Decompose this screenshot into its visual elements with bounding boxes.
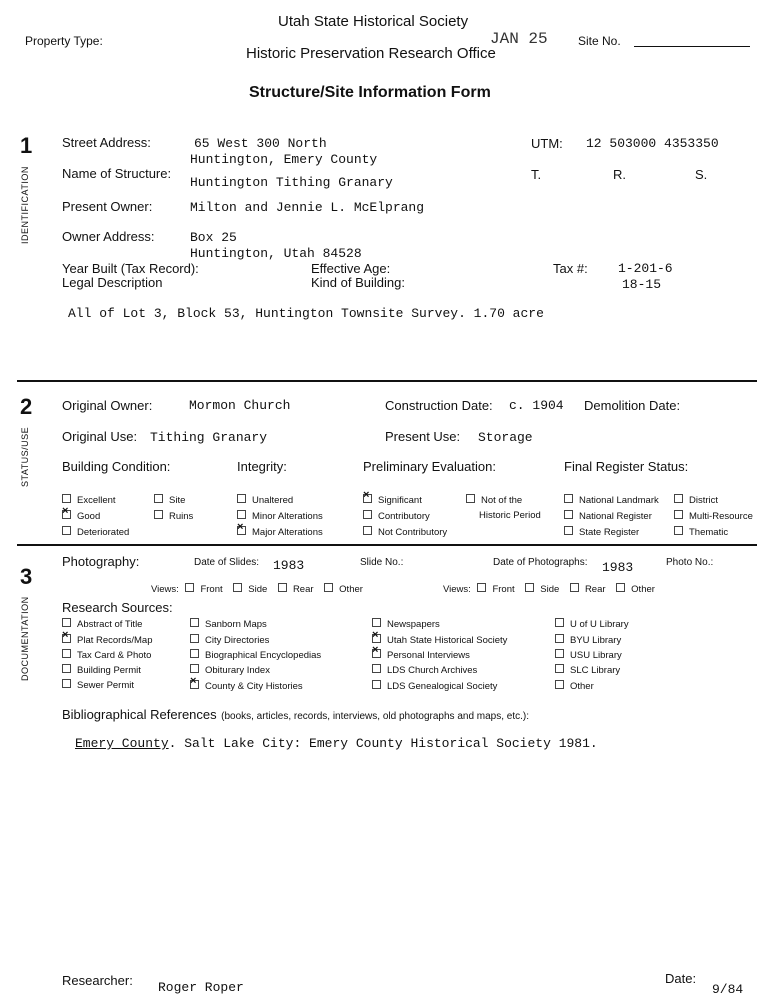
photo-no-label: Photo No.:	[666, 557, 714, 568]
section-label: S.	[695, 167, 708, 182]
checkbox-checked[interactable]	[62, 510, 71, 519]
source-tax-card[interactable]: Tax Card & Photo	[62, 649, 151, 661]
source-other[interactable]: Other	[555, 680, 594, 692]
township-label: T.	[531, 167, 542, 182]
legal-description-label: Legal Description	[62, 275, 163, 290]
checkbox[interactable]	[555, 649, 564, 658]
date-slides-label: Date of Slides:	[194, 557, 260, 568]
building-condition-label: Building Condition:	[62, 459, 171, 474]
form-title: Structure/Site Information Form	[249, 84, 491, 101]
prelim-not-contributory[interactable]: Not Contributory	[363, 526, 447, 538]
date-photos: 1983	[602, 560, 634, 575]
present-owner-label: Present Owner:	[62, 199, 153, 214]
section-divider-2	[17, 544, 757, 546]
society-name: Utah State Historical Society	[278, 13, 469, 30]
checkbox[interactable]	[564, 526, 573, 535]
checkbox[interactable]	[190, 664, 199, 673]
source-lds-genealogical[interactable]: LDS Genealogical Society	[372, 680, 497, 692]
checkbox[interactable]	[555, 618, 564, 627]
owner-address-label: Owner Address:	[62, 229, 155, 244]
prelim-historic-period: Historic Period	[479, 510, 541, 521]
prelim-contributory[interactable]: Contributory	[363, 510, 430, 522]
street-address-label: Street Address:	[62, 135, 151, 150]
construction-date: c. 1904	[509, 398, 564, 413]
checkbox-checked[interactable]	[372, 649, 381, 658]
section-1-number: 1	[20, 133, 33, 158]
checkbox[interactable]	[564, 510, 573, 519]
researcher-label: Researcher:	[62, 973, 133, 988]
checkbox[interactable]	[570, 583, 579, 592]
section-3-number: 3	[20, 564, 33, 589]
source-lds-archives[interactable]: LDS Church Archives	[372, 664, 477, 676]
source-obituary[interactable]: Obiturary Index	[190, 664, 270, 676]
final-thematic[interactable]: Thematic	[674, 526, 728, 538]
checkbox[interactable]	[674, 526, 683, 535]
checkbox-checked[interactable]	[190, 680, 199, 689]
source-plat-records[interactable]: ×Plat Records/Map	[62, 634, 153, 646]
checkbox-checked[interactable]	[237, 526, 246, 535]
checkbox[interactable]	[62, 664, 71, 673]
source-interviews[interactable]: ×Personal Interviews	[372, 649, 470, 661]
bibliography-entry	[75, 736, 598, 751]
checkbox[interactable]	[190, 649, 199, 658]
checkbox[interactable]	[185, 583, 194, 592]
original-owner-label: Original Owner:	[62, 398, 153, 413]
checkbox[interactable]	[324, 583, 333, 592]
checkbox[interactable]	[233, 583, 242, 592]
original-use: Tithing Granary	[150, 430, 268, 445]
checkbox[interactable]	[62, 526, 71, 535]
condition-excellent[interactable]: Excellent	[62, 494, 116, 506]
slide-views: Views: Front Side Rear Other	[151, 584, 363, 595]
research-sources-label: Research Sources:	[62, 600, 173, 615]
checkbox[interactable]	[674, 494, 683, 503]
utm-value: 12 503000 4353350	[586, 136, 719, 151]
checkbox[interactable]	[372, 618, 381, 627]
checkbox-checked[interactable]	[372, 634, 381, 643]
checkbox[interactable]	[62, 618, 71, 627]
condition-deteriorated[interactable]: Deteriorated	[62, 526, 129, 538]
owner-address-line2: Huntington, Utah 84528	[190, 246, 362, 261]
integrity-label: Integrity:	[237, 459, 287, 474]
owner-address-line1: Box 25	[190, 230, 237, 245]
source-building-permit[interactable]: Building Permit	[62, 664, 141, 676]
condition-good[interactable]: ×Good	[62, 510, 100, 522]
section-2-number: 2	[20, 394, 33, 419]
effective-age-label: Effective Age:	[311, 261, 391, 276]
checkbox[interactable]	[62, 679, 71, 688]
kind-of-building-label: Kind of Building:	[311, 275, 405, 290]
bibliography-heading: Bibliographical References (books, articles, records, interviews, old photographs and maps, etc.):	[62, 707, 530, 722]
demolition-date-label: Demolition Date:	[584, 398, 681, 413]
checkbox-checked[interactable]	[62, 634, 71, 643]
source-sewer-permit[interactable]: Sewer Permit	[62, 679, 134, 691]
section-1-side-label: IDENTIFICATION	[20, 166, 30, 244]
prelim-significant[interactable]: ×Significant	[363, 494, 422, 506]
final-register-label: Final Register Status:	[564, 459, 689, 474]
office-name: Historic Preservation Research Office	[246, 45, 496, 62]
source-city-directories[interactable]: City Directories	[190, 634, 269, 646]
source-sanborn-maps[interactable]: Sanborn Maps	[190, 618, 267, 630]
section-divider-1	[17, 380, 757, 382]
street-address-line1: 65 West 300 North	[194, 136, 327, 151]
bibliography-rest: . Salt Lake City: Emery County Historical Society 1981.	[168, 736, 598, 751]
source-biographical[interactable]: Biographical Encyclopedias	[190, 649, 321, 661]
tax-label: Tax #:	[553, 261, 588, 276]
checkbox[interactable]	[237, 494, 246, 503]
checkbox[interactable]	[616, 583, 625, 592]
section-3-side-label: DOCUMENTATION	[20, 596, 30, 681]
year-built-label: Year Built (Tax Record):	[62, 261, 199, 276]
integrity-major[interactable]: ×Major Alterations	[237, 526, 323, 538]
checkbox[interactable]	[363, 526, 372, 535]
prelim-not-historic[interactable]: Not of the	[466, 494, 522, 506]
checkbox[interactable]	[466, 494, 475, 503]
street-address-line2: Huntington, Emery County	[190, 152, 378, 167]
bibliography-title: Emery County	[75, 736, 169, 751]
source-u-of-u[interactable]: U of U Library	[555, 618, 629, 630]
checkbox[interactable]	[154, 510, 163, 519]
final-national-landmark[interactable]: National Landmark	[564, 494, 659, 506]
tax-value-2: 18-15	[622, 277, 662, 292]
received-stamp: JAN 25	[490, 30, 548, 48]
checkbox[interactable]	[363, 510, 372, 519]
condition-site[interactable]: Site	[154, 494, 185, 506]
structure-name: Huntington Tithing Granary	[190, 175, 393, 190]
original-use-label: Original Use:	[62, 429, 138, 444]
checkbox[interactable]	[190, 618, 199, 627]
photo-views: Views: Front Side Rear Other	[443, 584, 655, 595]
original-owner: Mormon Church	[189, 398, 291, 413]
checkbox[interactable]	[154, 494, 163, 503]
source-ushs[interactable]: ×Utah State Historical Society	[372, 634, 507, 646]
construction-date-label: Construction Date:	[385, 398, 493, 413]
source-usu[interactable]: USU Library	[555, 649, 622, 661]
source-slc[interactable]: SLC Library	[555, 664, 620, 676]
checkbox[interactable]	[555, 680, 564, 689]
present-use: Storage	[478, 430, 533, 445]
tax-value-1: 1-201-6	[618, 261, 673, 276]
checkbox[interactable]	[555, 664, 564, 673]
section-2-side-label: STATUS/USE	[20, 426, 30, 487]
source-newspapers[interactable]: Newspapers	[372, 618, 440, 630]
researcher-name: Roger Roper	[158, 980, 244, 995]
checkbox[interactable]	[674, 510, 683, 519]
site-no-label: Site No.	[578, 34, 621, 48]
site-no-line	[634, 46, 750, 47]
checkbox[interactable]	[190, 634, 199, 643]
utm-label: UTM:	[531, 136, 563, 151]
source-abstract-of-title[interactable]: Abstract of Title	[62, 618, 142, 630]
condition-ruins[interactable]: Ruins	[154, 510, 193, 522]
source-byu[interactable]: BYU Library	[555, 634, 621, 646]
property-type-label: Property Type:	[25, 34, 103, 48]
checkbox[interactable]	[372, 680, 381, 689]
legal-description: All of Lot 3, Block 53, Huntington Townsite Survey. 1.70 acre	[68, 306, 544, 321]
checkbox[interactable]	[237, 510, 246, 519]
integrity-unaltered[interactable]: Unaltered	[237, 494, 293, 506]
final-district[interactable]: District	[674, 494, 718, 506]
present-use-label: Present Use:	[385, 429, 461, 444]
checkbox[interactable]	[525, 583, 534, 592]
slide-no-label: Slide No.:	[360, 557, 404, 568]
present-owner: Milton and Jennie L. McElprang	[190, 200, 425, 215]
date-label: Date:	[665, 971, 697, 986]
checkbox[interactable]	[62, 649, 71, 658]
checkbox[interactable]	[555, 634, 564, 643]
final-state-register[interactable]: State Register	[564, 526, 639, 538]
integrity-minor[interactable]: Minor Alterations	[237, 510, 323, 522]
checkbox[interactable]	[62, 494, 71, 503]
range-label: R.	[613, 167, 626, 182]
checkbox[interactable]	[372, 664, 381, 673]
structure-name-label: Name of Structure:	[62, 166, 172, 181]
checkbox[interactable]	[564, 494, 573, 503]
final-multi-resource[interactable]: Multi-Resource	[674, 510, 753, 522]
form-date: 9/84	[712, 982, 744, 997]
source-county-city[interactable]: ×County & City Histories	[190, 680, 303, 692]
date-photos-label: Date of Photographs:	[493, 557, 588, 568]
preliminary-evaluation-label: Preliminary Evaluation:	[363, 459, 496, 474]
checkbox[interactable]	[278, 583, 287, 592]
final-national-register[interactable]: National Register	[564, 510, 652, 522]
date-slides: 1983	[273, 558, 305, 573]
photography-label: Photography:	[62, 554, 140, 569]
checkbox-checked[interactable]	[363, 494, 372, 503]
checkbox[interactable]	[477, 583, 486, 592]
